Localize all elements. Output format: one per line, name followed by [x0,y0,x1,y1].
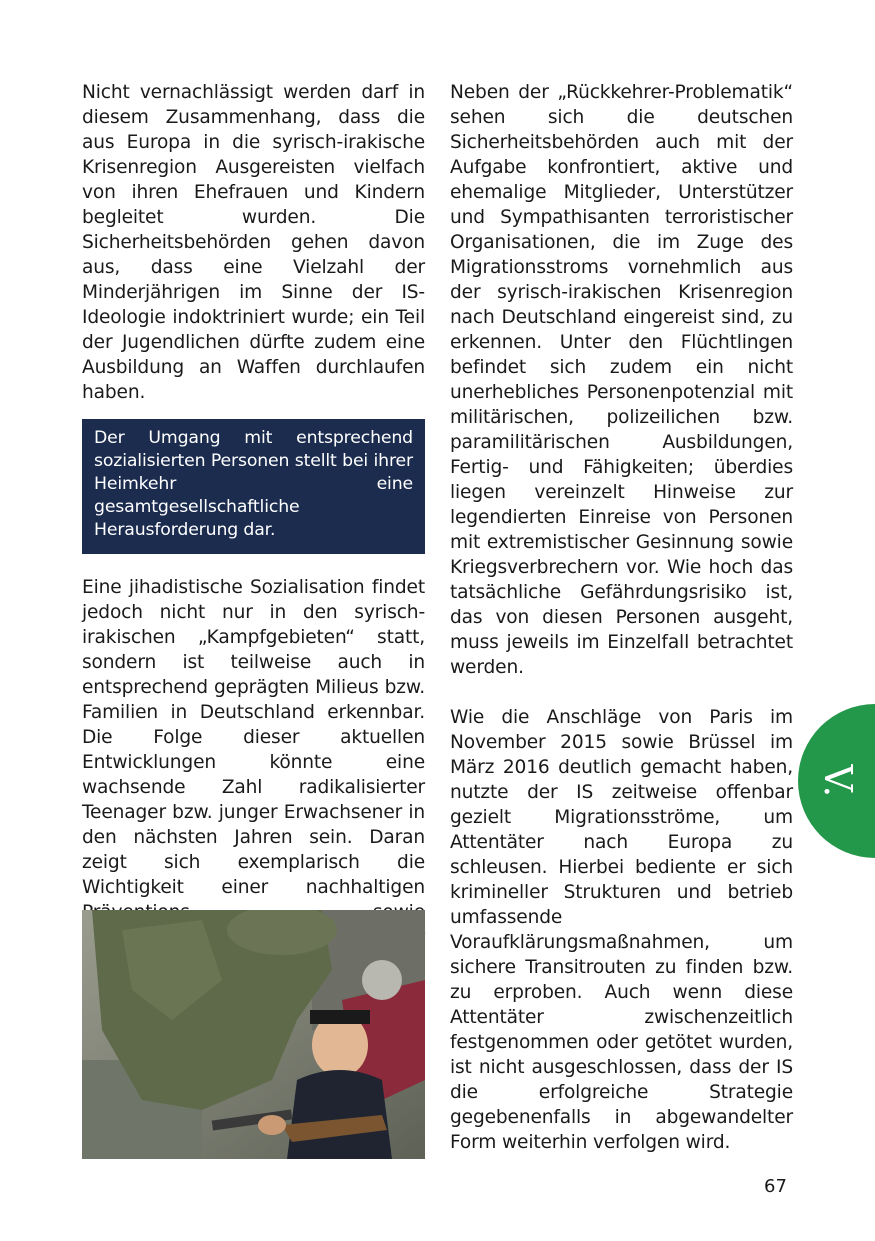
page-number: 67 [764,1176,787,1197]
right-column [450,80,793,1155]
body-paragraph: Wie die Anschläge von Paris im November 2015 sowie Brüssel im März 2016 deutlich gemacht haben, nutzte der IS zeitweise offenbar gezielt Migrationsströme, um Attentäter nach Europa zu schleusen. Hierbei bediente er sich krimineller Strukturen und betrieb umfassende Voraufklärungsmaßnahmen, um sichere Transitrouten zu finden bzw. zu erproben. Auch wenn diese Attentäter zwischenzeitlich festgenommen oder getötet wurden, ist nicht ausgeschlossen, dass der IS die erfolgreiche Strategie gegebenenfalls in abgewandelter Form weiterhin verfolgen wird. [450,707,793,1153]
photo-soldier-with-child [82,910,425,1159]
photo-illustration [82,910,425,1159]
body-paragraph: Eine jihadistische Sozialisation findet jedoch nicht nur in den syrisch-irakischen „Kampfgebieten“ statt, sondern ist teilweise auch in entsprechend geprägten Milieus bzw. Familien in Deutschland erkennbar. Die Folge dieser aktuellen Entwicklungen könnte eine wachsende Zahl radikalisierter Teenager bzw. junger Erwachsener in den nächsten Jahren sein. Daran zeigt sich exemplarisch die Wichtigkeit einer nachhaltigen [82,577,425,898]
callout-text: Der Umgang mit entsprechend sozialisierten Personen stellt bei ihrer Heimkehr eine gesamtgesellschaftliche Herausforderung dar. [94,428,413,540]
left-column [82,80,425,1000]
chapter-tab [798,704,875,858]
chapter-number: V. [816,764,860,798]
body-paragraph: Nicht vernachlässigt werden darf in diesem Zusammenhang, dass die aus Europa in die syrisch-irakische Krisenregion Ausgereisten vielfach von ihren Ehefrauen und Kindern begleitet wurden. Die Sicherheitsbehörden gehen davon aus, dass eine Vielzahl der Minderjährigen im Sinne der IS-Ideologie indoktriniert wurde; ein Teil der Jugendlichen dürfte zudem eine Ausbildung an Waffen durchlaufen haben. [82,82,425,403]
body-paragraph: Neben der „Rückkehrer-Problematik“ sehen sich die deutschen Sicherheitsbehörden auch mit der Aufgabe konfrontiert, aktive und ehemalige Mitglieder, Unterstützer und Sympathisanten terroristischer Organisationen, die im Zuge des Migrationsstroms vornehmlich aus der syrisch-irakischen Krisenregion nach Deutschland eingereist sind, zu erkennen. Unter den Flüchtlingen befindet sich zudem ein nicht unerhebliches Personenpotenzial mit militärischen, polizeilichen bzw. paramilitärischen Ausbildungen, Fertig- und Fähigkeiten; überdies liegen vereinzelt Hinweise zur legendierten Einreise von Personen mit extremistischer Gesinnung sowie Kriegsverbrechern vor. Wie hoch das tatsächliche Gefährdungsrisiko ist, das von diesen Personen ausgeht, muss jeweils im Einzelfall betrachtet werden. [450,82,793,678]
callout-box [82,419,425,554]
